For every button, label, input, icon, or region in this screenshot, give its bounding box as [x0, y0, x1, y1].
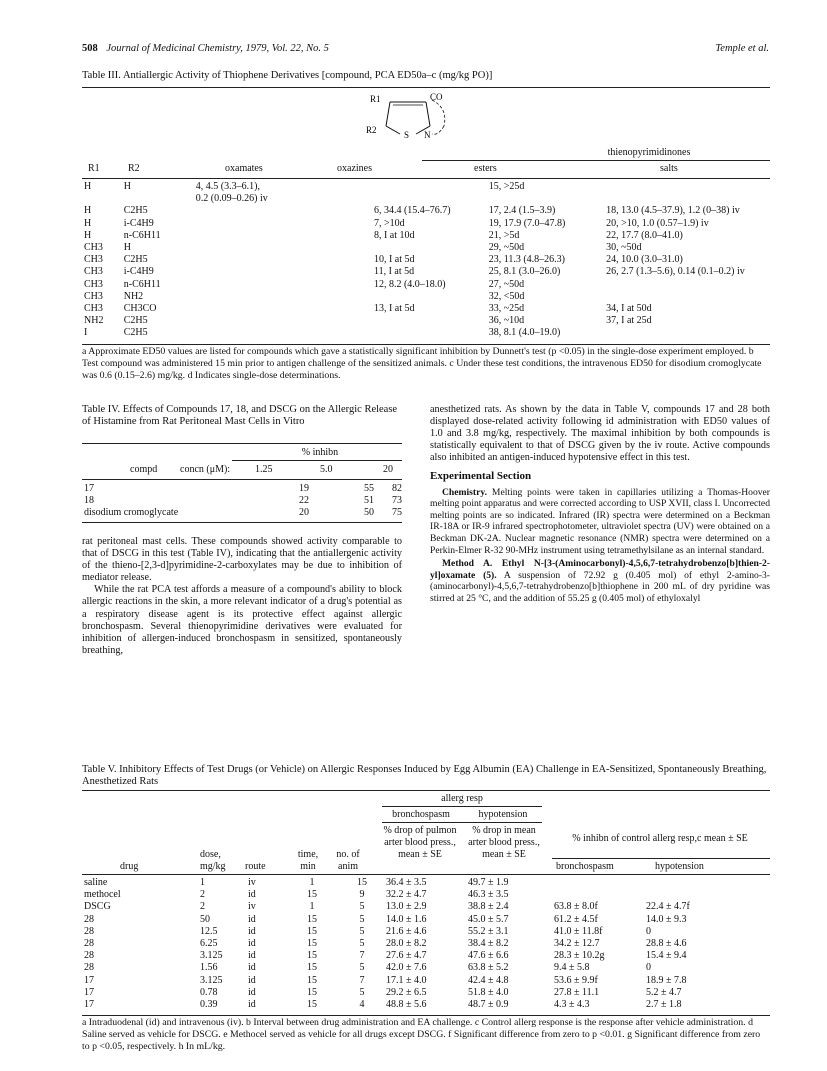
cell-dose: 0.78 — [200, 986, 218, 998]
cell-r1: CH3 — [84, 303, 103, 315]
cell-salt — [606, 327, 827, 339]
cell-salt — [606, 279, 827, 291]
table-row — [84, 303, 827, 315]
cell-r1: CH3 — [84, 242, 103, 254]
cell-r1: CH3 — [84, 254, 103, 266]
cell-r1: H — [84, 229, 92, 241]
cell-oxazine — [374, 327, 489, 339]
cell-ester: 29, ~50d — [488, 242, 525, 254]
cell-time: 15 — [307, 925, 317, 937]
cell-hypo-inhibn: 15.4 ± 9.4 — [646, 950, 687, 962]
cell-inhibn: 73 — [392, 495, 402, 507]
table-row — [84, 975, 726, 987]
cell-drug: DSCG — [84, 901, 111, 913]
table-row — [84, 962, 726, 974]
cell-salt: 24, 10.0 (3.0–31.0) — [606, 254, 683, 266]
t5-col-anim: no. of anim — [336, 849, 360, 873]
cell-inhibn: 82 — [392, 483, 402, 494]
table3-body — [84, 181, 827, 340]
cell-oxamate: 4, 4.5 (3.3–6.1), — [195, 181, 260, 192]
table-row — [84, 279, 827, 291]
s-label: S — [404, 130, 410, 140]
table-row — [84, 987, 726, 999]
cell-inhibn: 19 — [299, 483, 309, 494]
cell-r2: C2H5 — [123, 327, 148, 339]
table-row — [84, 218, 827, 230]
thiophene-structure — [348, 88, 468, 158]
table-row — [84, 938, 726, 950]
cell-r1: H — [84, 181, 92, 192]
cell-oxazine: 12, 8.2 (4.0–18.0) — [373, 278, 446, 290]
cell-compd: 18 — [84, 495, 94, 507]
cell-bronch-inhibn — [554, 877, 646, 889]
cell-oxamate — [196, 254, 374, 266]
cell-drug: 28 — [84, 925, 94, 937]
cell-hypo-inhibn: 0 — [646, 962, 651, 974]
cell-ester: 21, >5d — [488, 229, 520, 241]
cell-route: id — [248, 999, 256, 1011]
page-number: 508 — [82, 43, 98, 54]
table-row — [84, 877, 726, 889]
cell-oxamate — [196, 242, 374, 254]
table-row — [84, 254, 827, 266]
t5-hypotension-group: hypotension — [478, 809, 528, 820]
table-row — [84, 914, 726, 926]
cell-oxazine: 11, I at 5d — [373, 266, 415, 278]
cell-bronch-drop: 14.0 ± 1.6 — [386, 913, 427, 925]
cell-anim: 5 — [359, 986, 365, 998]
left-paragraph-2: While the rat PCA test affords a measure of a compound's ability to block allergic reactions in the skin, a more relevant indicator of a drug's potential as a respiratory disease agent is its protective effect against allergic bronchospasm. Several thienopyrimidine derivatives were evaluated for inhibition of allergen-induced bronchospasm in sensitized, spontaneously breathing, — [82, 584, 402, 656]
cell-bronch-inhibn: 61.2 ± 4.5f — [554, 913, 598, 925]
cell-oxamate — [196, 327, 374, 339]
cell-ester: 27, ~50d — [488, 278, 525, 290]
cell-hypo-drop: 38.4 ± 8.2 — [468, 938, 509, 950]
cell-r2: n-C6H11 — [123, 229, 161, 241]
cell-oxazine — [374, 291, 489, 303]
cell-salt: 20, >10, 1.0 (0.57–1.9) iv — [606, 217, 709, 229]
cell-r1: CH3 — [84, 266, 103, 278]
cell-bronch-inhibn: 34.2 ± 12.7 — [554, 938, 600, 950]
n-label: N — [424, 130, 431, 140]
cell-hypo-drop: 42.4 ± 4.8 — [468, 974, 509, 986]
cell-ester: 19, 17.9 (7.0–47.8) — [488, 217, 566, 229]
table-row — [84, 181, 827, 193]
chemistry-heading: Chemistry. — [442, 486, 488, 498]
cell-anim: 5 — [359, 938, 365, 950]
cell-r2: H — [123, 242, 131, 254]
t5-inhibn-head: % inhibn of control allerg resp,c mean ± SE — [572, 833, 748, 844]
cell-bronch-inhibn: 63.8 ± 8.0f — [554, 901, 598, 913]
cell-bronch-drop: 36.4 ± 3.5 — [386, 877, 427, 888]
cell-hypo-drop: 45.0 ± 5.7 — [468, 913, 509, 925]
cell-ester: 32, <50d — [488, 290, 525, 302]
t3-col-r2: R2 — [128, 163, 140, 174]
cell-drug: 17 — [84, 974, 94, 986]
cell-salt — [606, 193, 827, 205]
cell-salt: 18, 13.0 (4.5–37.9), 1.2 (0–38) iv — [606, 205, 740, 217]
cell-drug: 28 — [84, 938, 94, 950]
cell-r2: C2H5 — [123, 205, 148, 217]
cell-dose: 50 — [200, 913, 210, 925]
cell-route: id — [248, 974, 256, 986]
t3-col-esters: esters — [474, 163, 497, 174]
cell-salt: 22, 17.7 (8.0–41.0) — [606, 229, 683, 241]
cell-r1: H — [84, 205, 92, 217]
cell-hypo-inhibn: 28.8 ± 4.6 — [646, 938, 687, 950]
cell-bronch-inhibn — [554, 889, 646, 901]
cell-bronch-drop: 42.0 ± 7.6 — [386, 962, 427, 974]
cell-hypo-inhibn: 5.2 ± 4.7 — [646, 986, 682, 998]
table4-caption: Table IV. Effects of Compounds 17, 18, and DSCG on the Allergic Release of Histamine from Rat Peritoneal Mast Cells in Vitro — [82, 404, 398, 427]
cell-drug: 28 — [84, 962, 94, 974]
cell-dose: 6.25 — [200, 938, 218, 950]
cell-r1: H — [84, 217, 92, 229]
cell-dose: 3.125 — [200, 974, 223, 986]
cell-r2 — [124, 193, 196, 205]
cell-hypo-inhibn — [646, 889, 726, 901]
table5-footnote: a Intraduodenal (id) and intravenous (iv). b Interval between drug administration and EA challenge. c Control allerg response is the response after vehicle administration. d Saline served as vehicle for DSCG. e Methocel served as vehicle for all drugs except DSCG. f Significant difference from zero to p <0.01. g Significant difference from zero to p <0.05, respectively. h In mL/kg. — [82, 1017, 761, 1052]
table-row — [84, 266, 827, 278]
cell-inhibn: 50 — [364, 507, 374, 519]
cell-r2: C2H5 — [123, 315, 148, 327]
t5-col-hypo: hypotension — [655, 861, 704, 872]
cell-bronch-drop: 21.6 ± 4.6 — [386, 925, 427, 937]
t3-col-salts: salts — [660, 163, 678, 174]
table-row — [84, 999, 726, 1011]
cell-anim: 15 — [357, 877, 367, 888]
cell-hypo-drop: 38.8 ± 2.4 — [468, 901, 509, 913]
right-intro-paragraph: anesthetized rats. As shown by the data in Table V, compounds 17 and 28 both displayed dose-related activity following id administration with ED50 values of 1.0 and 3.8 mg/kg, respectively. The maximal inhibition by both compounds is statistically equivalent to that of DSCG given by the iv route. Active compounds also inhibited an antigen-induced hypotensive effect in this test. — [430, 404, 770, 464]
cell-inhibn: 20 — [299, 507, 309, 519]
cell-bronch-drop: 13.0 ± 2.9 — [386, 901, 427, 913]
cell-route: id — [248, 950, 256, 962]
t5-allerg-resp: allerg resp — [441, 793, 483, 804]
experimental-section-title: Experimental Section — [430, 470, 532, 483]
cell-r1: CH3 — [84, 278, 103, 290]
table-row — [84, 242, 827, 254]
left-paragraph-1: rat peritoneal mast cells. These compounds showed activity comparable to that of DSCG in this test (Table IV), indicating that the antiallergenic activity of the thieno-[2,3-d]pyrimidine-2-carboxylates may be due to inhibition of mediator release. — [82, 536, 402, 584]
t5-drop-mean: % drop in mean arter blood press., mean ± SE — [468, 825, 540, 861]
cell-dose: 1 — [200, 877, 205, 888]
cell-salt: 34, I at 50d — [606, 303, 652, 315]
cell-dose: 2 — [200, 889, 205, 901]
table-row — [84, 230, 827, 242]
cell-route: id — [248, 913, 256, 925]
cell-ester: 25, 8.1 (3.0–26.0) — [488, 266, 561, 278]
cell-hypo-drop: 51.8 ± 4.0 — [468, 986, 509, 998]
cell-hypo-drop: 46.3 ± 3.5 — [468, 889, 509, 901]
cell-dose: 1.56 — [200, 962, 218, 974]
cell-anim: 7 — [359, 950, 365, 962]
cell-oxamate — [196, 279, 374, 291]
cell-r2: H — [123, 181, 131, 192]
cell-anim: 5 — [359, 901, 365, 913]
cell-inhibn: 75 — [392, 507, 402, 519]
r1-label: R1 — [370, 94, 381, 104]
r2-label: R2 — [366, 125, 377, 135]
cell-drug: methocel — [84, 889, 121, 901]
table-row — [84, 889, 726, 901]
t4-concn-3: 20 — [383, 464, 393, 475]
cell-bronch-inhibn: 27.8 ± 11.1 — [554, 986, 600, 998]
cell-time: 15 — [307, 986, 317, 998]
cell-route: id — [248, 925, 256, 937]
cell-bronch-drop: 32.2 ± 4.7 — [386, 889, 427, 901]
cell-r1: CH3 — [84, 290, 103, 302]
table-row — [84, 205, 827, 217]
chemistry-text: Melting points were taken in capillaries utilizing a Thomas-Hoover melting point apparatus and were corrected according to USP XVII, class I. Uncorrected melting points are so indicated. Infrared (IR) spectra were determined on a Beckman IR-18A or IR-9 infrared spectrophotometer, ultraviolet spectra (UV) were obtained on a Beckman DK-2A. Nuclear magnetic resonance (NMR) spectra were determined on a Perkin-Elmer R-32 90-MHz instrument using tetramethylsilane as an internal standard. — [430, 486, 770, 556]
table5-body — [84, 877, 726, 1011]
cell-time: 1 — [309, 877, 315, 888]
cell-ester — [489, 193, 606, 205]
cell-oxamate — [196, 315, 374, 327]
cell-bronch-inhibn: 41.0 ± 11.8f — [554, 925, 603, 937]
cell-bronch-drop: 28.0 ± 8.2 — [386, 938, 427, 950]
cell-bronch-drop: 27.6 ± 4.7 — [386, 950, 427, 962]
t4-head-compd: compd — [130, 464, 158, 475]
cell-bronch-inhibn: 9.4 ± 5.8 — [554, 962, 590, 974]
cell-r2: n-C6H11 — [123, 278, 161, 290]
table5-caption: Table V. Inhibitory Effects of Test Drugs (or Vehicle) on Allergic Responses Induced by Egg Albumin (EA) Challenge in EA-Sensitized, Spontaneously Breathing, Anesthetized Rats — [82, 764, 767, 787]
t4-concn-2: 5.0 — [320, 464, 333, 475]
cell-anim: 4 — [359, 999, 365, 1011]
cell-r2: C2H5 — [123, 254, 148, 266]
cell-oxazine: 8, I at 10d — [373, 229, 415, 241]
cell-drug: 28 — [84, 950, 94, 962]
cell-bronch-drop: 29.2 ± 6.5 — [386, 986, 427, 998]
table-row — [84, 950, 726, 962]
cell-time: 15 — [307, 962, 317, 974]
cell-drug: 17 — [84, 986, 94, 998]
cell-salt: 37, I at 25d — [606, 315, 652, 327]
table-row — [84, 291, 827, 303]
t3-col-r1: R1 — [88, 163, 100, 174]
method-a-heading: Method A. Ethyl N-[3-(Aminocarbonyl)-4,5,6,7-tetrahydrobenzo[b]thien-2-yl]oxamate (5). — [430, 558, 770, 581]
cell-time: 15 — [307, 913, 317, 925]
cell-hypo-drop: 49.7 ± 1.9 — [468, 877, 509, 888]
cell-oxamate: 0.2 (0.09–0.26) iv — [195, 193, 268, 205]
cell-inhibn: 51 — [364, 495, 374, 507]
cell-time: 15 — [307, 950, 317, 962]
cell-route: id — [248, 986, 256, 998]
table-row — [84, 193, 827, 205]
journal-citation: Journal of Medicinal Chemistry, 1979, Vol. 22, No. 5 — [106, 43, 329, 54]
cell-route: id — [248, 962, 256, 974]
table-row — [84, 327, 827, 339]
table-row — [84, 315, 827, 327]
cell-route: id — [248, 889, 256, 901]
cell-oxamate — [196, 205, 374, 217]
cell-time: 15 — [307, 938, 317, 950]
t3-group-header: thienopyrimidinones — [607, 147, 691, 158]
cell-oxamate — [196, 218, 374, 230]
table-row — [84, 926, 726, 938]
table-row — [84, 495, 402, 507]
cell-hypo-drop: 47.6 ± 6.6 — [468, 950, 509, 962]
cell-salt: 26, 2.7 (1.3–5.6), 0.14 (0.1–0.2) iv — [606, 266, 745, 278]
cell-hypo-drop: 48.7 ± 0.9 — [468, 999, 509, 1011]
cell-ester: 33, ~25d — [488, 303, 525, 315]
t5-col-route: route — [245, 861, 266, 872]
right-column-text — [430, 404, 770, 605]
cell-drug: 17 — [84, 999, 94, 1011]
cell-anim: 5 — [359, 925, 365, 937]
cell-oxazine: 13, I at 5d — [373, 303, 415, 315]
cell-oxazine — [374, 315, 489, 327]
co-label: CO — [430, 92, 443, 102]
cell-hypo-drop: 55.2 ± 3.1 — [468, 925, 509, 937]
cell-bronch-inhibn: 4.3 ± 4.3 — [554, 999, 590, 1011]
cell-r2: CH3CO — [123, 303, 157, 315]
table-row — [84, 483, 402, 495]
t5-col-drug: drug — [120, 861, 139, 872]
table-row — [84, 901, 726, 913]
t5-bronchospasm-group: bronchospasm — [392, 809, 450, 820]
cell-time: 15 — [307, 999, 317, 1011]
cell-bronch-drop: 48.8 ± 5.6 — [386, 999, 427, 1011]
cell-anim: 5 — [359, 962, 365, 974]
cell-ester: 15, >25d — [488, 181, 525, 192]
cell-ester: 17, 2.4 (1.5–3.9) — [488, 205, 556, 217]
table3-caption: Table III. Antiallergic Activity of Thiophene Derivatives [compound, PCA ED50a–c (mg/kg PO)] — [82, 70, 493, 81]
cell-anim: 9 — [359, 889, 365, 901]
table3-footnote: a Approximate ED50 values are listed for compounds which gave a statistically significant inhibition by Dunnett's test (p <0.05) in the single-dose experiment employed. b Test compound was administered 15 min prior to antigen challenge of the sensitized animals. c Under these test conditions, the intravenous ED50 for disodium cromoglycate was 0.6 (0.15–2.6) mg/kg. d Indicates single-dose determinations. — [82, 346, 762, 381]
method-a-text: A suspension of 72.92 g (0.405 mol) of ethyl 2-amino-3-(aminocarbonyl)-4,5,6,7-tetrahydrobenzo[b]thiophene in 200 mL of dry pyridine was stirred at 25 °C, and the addition of 55.25 g (0.405 mol) of ethyloxalyl — [430, 569, 770, 604]
cell-oxamate — [196, 266, 374, 278]
cell-r1: I — [84, 327, 88, 339]
cell-dose: 3.125 — [200, 950, 223, 962]
cell-r2: i-C4H9 — [123, 217, 154, 229]
left-column-text — [82, 536, 402, 657]
t3-col-oxamates: oxamates — [225, 163, 263, 174]
t3-col-oxazines: oxazines — [337, 163, 372, 174]
cell-anim: 5 — [359, 913, 365, 925]
table4-body — [84, 483, 402, 520]
cell-bronch-inhibn: 28.3 ± 10.2g — [554, 950, 605, 962]
cell-salt — [606, 181, 827, 193]
cell-r2: i-C4H9 — [123, 266, 154, 278]
cell-oxazine — [374, 181, 489, 193]
cell-hypo-inhibn — [646, 877, 726, 889]
cell-time: 15 — [307, 889, 317, 901]
cell-inhibn: 22 — [299, 495, 309, 507]
cell-r1: NH2 — [84, 315, 104, 327]
cell-route: iv — [248, 877, 256, 888]
t5-col-bronch: bronchospasm — [556, 861, 614, 872]
cell-drug: saline — [84, 877, 108, 888]
cell-r2: NH2 — [123, 290, 144, 302]
cell-ester: 23, 11.3 (4.8–26.3) — [488, 254, 565, 266]
cell-bronch-inhibn: 53.6 ± 9.9f — [554, 974, 598, 986]
cell-time: 15 — [307, 974, 317, 986]
cell-oxazine: 6, 34.4 (15.4–76.7) — [373, 205, 451, 217]
cell-salt — [606, 291, 827, 303]
t4-concn-1: 1.25 — [255, 464, 273, 475]
cell-hypo-inhibn: 14.0 ± 9.3 — [646, 913, 687, 925]
cell-dose: 12.5 — [200, 925, 218, 937]
cell-route: id — [248, 938, 256, 950]
cell-compd: disodium cromoglycate — [84, 507, 179, 519]
cell-oxamate — [196, 291, 374, 303]
cell-salt: 30, ~50d — [606, 242, 642, 254]
cell-oxamate — [196, 303, 374, 315]
t4-head-concn: concn (μM): — [180, 464, 231, 475]
t5-col-time: time, min — [297, 849, 319, 873]
running-header — [82, 43, 329, 54]
cell-anim: 7 — [359, 974, 365, 986]
cell-hypo-inhibn: 22.4 ± 4.7f — [646, 901, 690, 913]
cell-oxazine — [374, 193, 489, 205]
cell-dose: 0.39 — [200, 999, 218, 1011]
cell-time: 1 — [309, 901, 315, 913]
cell-r1 — [84, 193, 124, 205]
t4-group-header: % inhibn — [301, 447, 339, 458]
cell-drug: 28 — [84, 913, 94, 925]
cell-ester: 38, 8.1 (4.0–19.0) — [488, 327, 561, 339]
cell-oxazine: 10, I at 5d — [373, 254, 415, 266]
authors: Temple et al. — [715, 43, 769, 54]
t5-drop-pulmon: % drop of pulmon arter blood press., mean ± SE — [383, 825, 457, 861]
cell-bronch-drop: 17.1 ± 4.0 — [386, 974, 427, 986]
t5-col-dose: dose, mg/kg — [200, 849, 226, 873]
cell-oxazine — [374, 242, 489, 254]
cell-ester: 36, ~10d — [488, 315, 525, 327]
cell-oxamate — [196, 230, 374, 242]
cell-compd: 17 — [84, 483, 94, 494]
cell-dose: 2 — [200, 901, 205, 913]
cell-hypo-inhibn: 0 — [646, 925, 651, 937]
table-row — [84, 507, 402, 519]
cell-hypo-drop: 63.8 ± 5.2 — [468, 962, 509, 974]
cell-hypo-inhibn: 18.9 ± 7.8 — [646, 974, 687, 986]
cell-oxazine: 7, >10d — [373, 217, 405, 229]
cell-inhibn: 55 — [364, 483, 374, 494]
cell-hypo-inhibn: 2.7 ± 1.8 — [646, 999, 682, 1011]
cell-route: iv — [248, 901, 256, 913]
